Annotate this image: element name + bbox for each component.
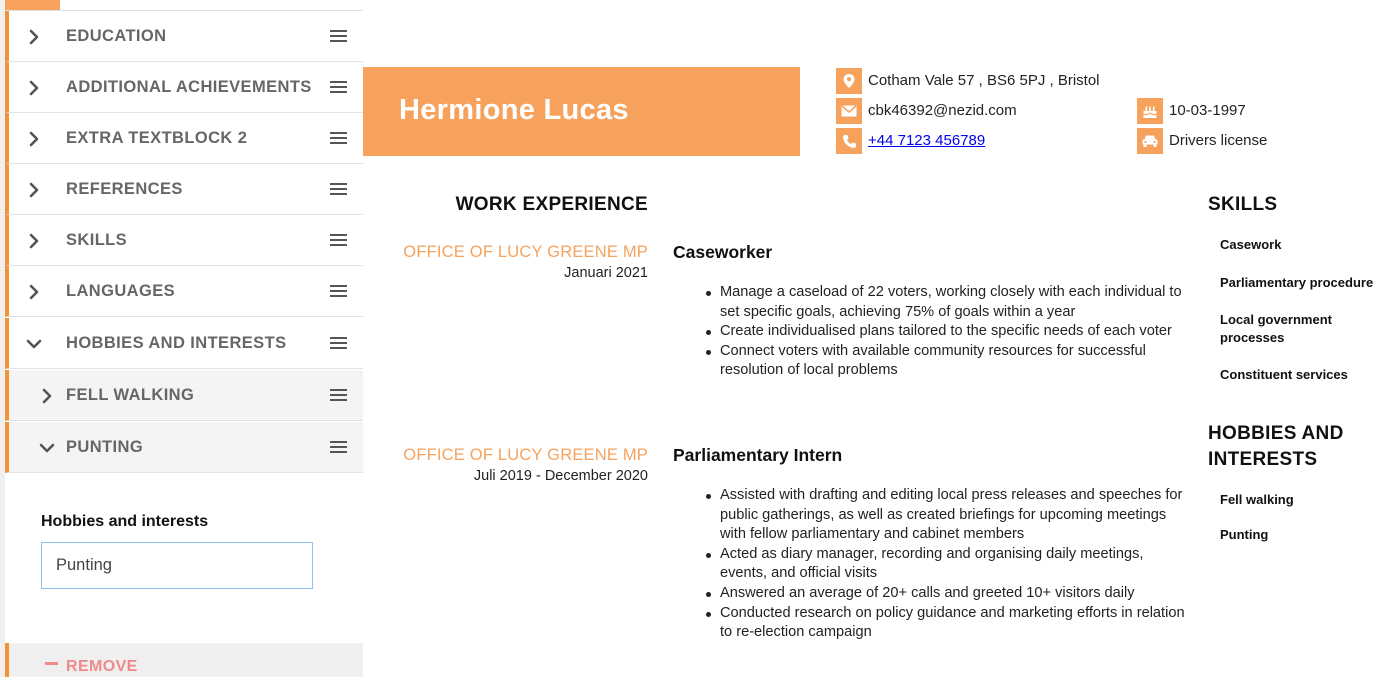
section-additional-achievements[interactable] bbox=[5, 62, 363, 113]
drag-handle-icon[interactable] bbox=[330, 181, 347, 197]
hobby-item-punting[interactable] bbox=[5, 422, 363, 473]
license-text: Drivers license bbox=[1169, 132, 1268, 149]
hobby-input[interactable] bbox=[41, 542, 313, 589]
birthdate-text: 10-03-1997 bbox=[1169, 102, 1246, 119]
job-period: Juli 2019 - December 2020 bbox=[473, 468, 648, 484]
birthday-cake-icon bbox=[1137, 98, 1163, 124]
chevron-right-icon bbox=[24, 231, 44, 251]
job-bullet: Conducted research on policy guidance and marketing efforts in relation to re-election campaign bbox=[720, 604, 1190, 643]
section-label: REFERENCES bbox=[66, 180, 183, 198]
section-label: HOBBIES AND INTERESTS bbox=[66, 334, 287, 352]
work-experience-heading: WORK EXPERIENCE bbox=[455, 194, 648, 215]
editor-sidebar bbox=[0, 0, 363, 677]
job-bullet: Connect voters with available community resources for successful resolution of local problems bbox=[720, 342, 1190, 381]
sidebar-top-accent bbox=[5, 0, 60, 10]
skill-item: Casework bbox=[1220, 237, 1282, 252]
section-label: LANGUAGES bbox=[66, 282, 176, 300]
drag-handle-icon[interactable] bbox=[330, 28, 347, 44]
section-label: SKILLS bbox=[66, 231, 128, 249]
hobby-field-label: Hobbies and interests bbox=[41, 513, 209, 530]
remove-label: REMOVE bbox=[66, 658, 138, 675]
skills-heading: SKILLS bbox=[1208, 194, 1278, 215]
drag-handle-icon[interactable] bbox=[330, 439, 347, 455]
phone-link[interactable]: +44 7123 456789 bbox=[868, 132, 986, 149]
job-period: Januari 2021 bbox=[564, 265, 648, 281]
drag-handle-icon[interactable] bbox=[330, 387, 347, 403]
section-languages[interactable] bbox=[5, 266, 363, 317]
chevron-right-icon bbox=[24, 282, 44, 302]
job-bullet: Manage a caseload of 22 voters, working closely with each individual to set specific goals, achieving 75% of goals within a year bbox=[720, 283, 1190, 322]
remove-button[interactable] bbox=[5, 643, 363, 677]
hobbies-heading: HOBBIES AND INTERESTS bbox=[1208, 423, 1344, 470]
drag-handle-icon[interactable] bbox=[330, 130, 347, 146]
section-references[interactable] bbox=[5, 164, 363, 215]
job-bullets bbox=[720, 486, 1190, 643]
section-label: EXTRA TEXTBLOCK 2 bbox=[66, 129, 248, 147]
drag-handle-icon[interactable] bbox=[330, 232, 347, 248]
chevron-down-icon bbox=[24, 334, 44, 354]
hobby-item-fell-walking[interactable] bbox=[5, 370, 363, 421]
name-banner bbox=[363, 67, 800, 156]
hobby-item: Fell walking bbox=[1220, 492, 1294, 507]
job-title: Caseworker bbox=[673, 242, 773, 262]
section-extra-textblock-2[interactable] bbox=[5, 113, 363, 164]
car-icon bbox=[1137, 128, 1163, 154]
section-hobbies-and-interests[interactable] bbox=[5, 318, 363, 369]
resume-name: Hermione Lucas bbox=[399, 94, 629, 126]
hobby-item: Punting bbox=[1220, 527, 1269, 542]
drag-handle-icon[interactable] bbox=[330, 79, 347, 95]
job-bullet: Answered an average of 20+ calls and greeted 10+ visitors daily bbox=[720, 584, 1190, 604]
section-education[interactable] bbox=[5, 11, 363, 62]
job-employer: OFFICE OF LUCY GREENE MP bbox=[403, 243, 648, 261]
email-text: cbk46392@nezid.com bbox=[868, 102, 1017, 119]
hobby-item-label: FELL WALKING bbox=[66, 386, 195, 404]
drag-handle-icon[interactable] bbox=[330, 283, 347, 299]
section-label: ADDITIONAL ACHIEVEMENTS bbox=[66, 78, 312, 96]
job-bullet: Create individualised plans tailored to the specific needs of each voter bbox=[720, 322, 1190, 342]
chevron-down-icon bbox=[37, 438, 57, 458]
phone-icon bbox=[836, 128, 862, 154]
chevron-right-icon bbox=[24, 180, 44, 200]
job-title: Parliamentary Intern bbox=[673, 445, 843, 465]
skill-item: Local government processes bbox=[1220, 312, 1332, 345]
drag-handle-icon[interactable] bbox=[330, 335, 347, 351]
chevron-right-icon bbox=[24, 78, 44, 98]
envelope-icon bbox=[836, 98, 862, 124]
section-label: EDUCATION bbox=[66, 27, 167, 45]
hobby-item-label: PUNTING bbox=[66, 438, 144, 456]
minus-icon bbox=[45, 662, 58, 665]
section-skills[interactable] bbox=[5, 215, 363, 266]
chevron-right-icon bbox=[24, 27, 44, 47]
chevron-right-icon bbox=[24, 129, 44, 149]
chevron-right-icon bbox=[37, 386, 57, 406]
job-bullet: Acted as diary manager, recording and organising daily meetings, events, and official visits bbox=[720, 545, 1190, 584]
job-bullet: Assisted with drafting and editing local press releases and speeches for public gatherings, as well as created briefings for upcoming meetings with fellow parliamentary and cabinet members bbox=[720, 486, 1190, 545]
location-pin-icon bbox=[836, 68, 862, 94]
skill-item: Constituent services bbox=[1220, 367, 1348, 382]
skill-item: Parliamentary procedure bbox=[1220, 275, 1374, 290]
job-bullets bbox=[720, 283, 1190, 381]
address-text: Cotham Vale 57 , BS6 5PJ , Bristol bbox=[868, 72, 1100, 89]
job-employer: OFFICE OF LUCY GREENE MP bbox=[403, 446, 648, 464]
